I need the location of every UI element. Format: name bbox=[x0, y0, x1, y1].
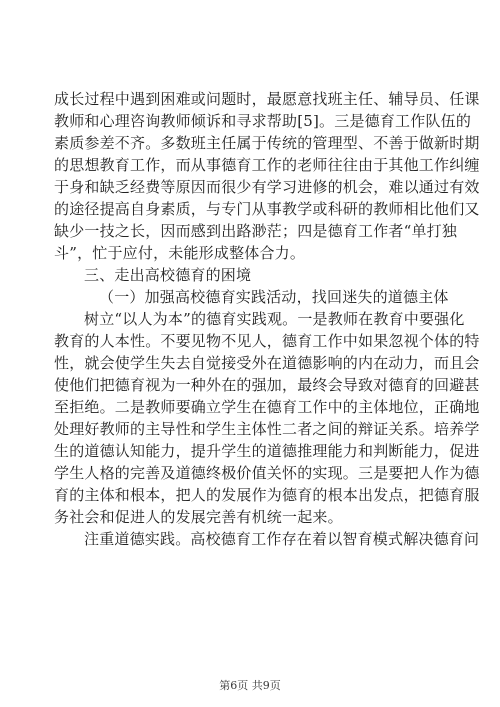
page-footer: 第6页 共9页 bbox=[219, 679, 281, 692]
subsection-heading: （一）加强高校德育实践活动，找回迷失的道德主体 bbox=[99, 288, 449, 306]
text-line: 育的主体和根本，把人的发展作为德育的根本出发点，把德育服 bbox=[54, 486, 480, 504]
text-line: 使他们把德育视为一种外在的强加，最终会导致对德育的回避甚 bbox=[54, 376, 480, 394]
text-line: 于身和缺乏经费等原因而很少有学习进修的机会，难以通过有效 bbox=[54, 178, 480, 196]
text-line: 处理好教师的主导性和学生主体性二者之间的辩证关系。培养学 bbox=[54, 420, 480, 438]
text-line: 教育的人本性。不要见物不见人，德育工作中如果忽视个体的特 bbox=[54, 332, 480, 350]
text-line: 教师和心理咨询教师倾诉和寻求帮助[5]。三是德育工作队伍的 bbox=[54, 112, 472, 130]
text-line: 至拒绝。二是教师要确立学生在德育工作中的主体地位，正确地 bbox=[54, 398, 480, 416]
text-line: 生的道德认知能力，提升学生的道德推理能力和判断能力，促进 bbox=[54, 442, 480, 460]
text-line: 成长过程中遇到困难或问题时，最愿意找班主任、辅导员、任课 bbox=[54, 90, 480, 108]
section-heading: 三、走出高校德育的困境 bbox=[84, 266, 252, 284]
text-line: 的思想教育工作，而从事德育工作的老师往往由于其他工作纠缠 bbox=[54, 156, 480, 174]
text-line: 性，就会使学生失去自觉接受外在道德影响的内在动力，而且会 bbox=[54, 354, 480, 372]
text-line: 缺少一技之长，因而感到出路渺茫；四是德育工作者“单打独 bbox=[54, 222, 458, 240]
text-line: 的途径提高自身素质，与专门从事教学或科研的教师相比他们又 bbox=[54, 200, 480, 218]
text-line: 务社会和促进人的发展完善有机统一起来。 bbox=[54, 508, 343, 526]
body-text bbox=[54, 88, 480, 550]
text-line: 学生人格的完善及道德终极价值关怀的实现。三是要把人作为德 bbox=[54, 464, 480, 482]
text-line: 斗”，忙于应付，未能形成整体合力。 bbox=[54, 244, 306, 262]
text-line: 树立“以人为本”的德育实践观。一是教师在教育中要强化 bbox=[84, 310, 465, 328]
text-line: 注重道德实践。高校德育工作存在着以智育模式解决德育问 bbox=[84, 530, 480, 548]
text-line: 素质参差不齐。多数班主任属于传统的管理型、不善于做新时期 bbox=[54, 134, 480, 152]
